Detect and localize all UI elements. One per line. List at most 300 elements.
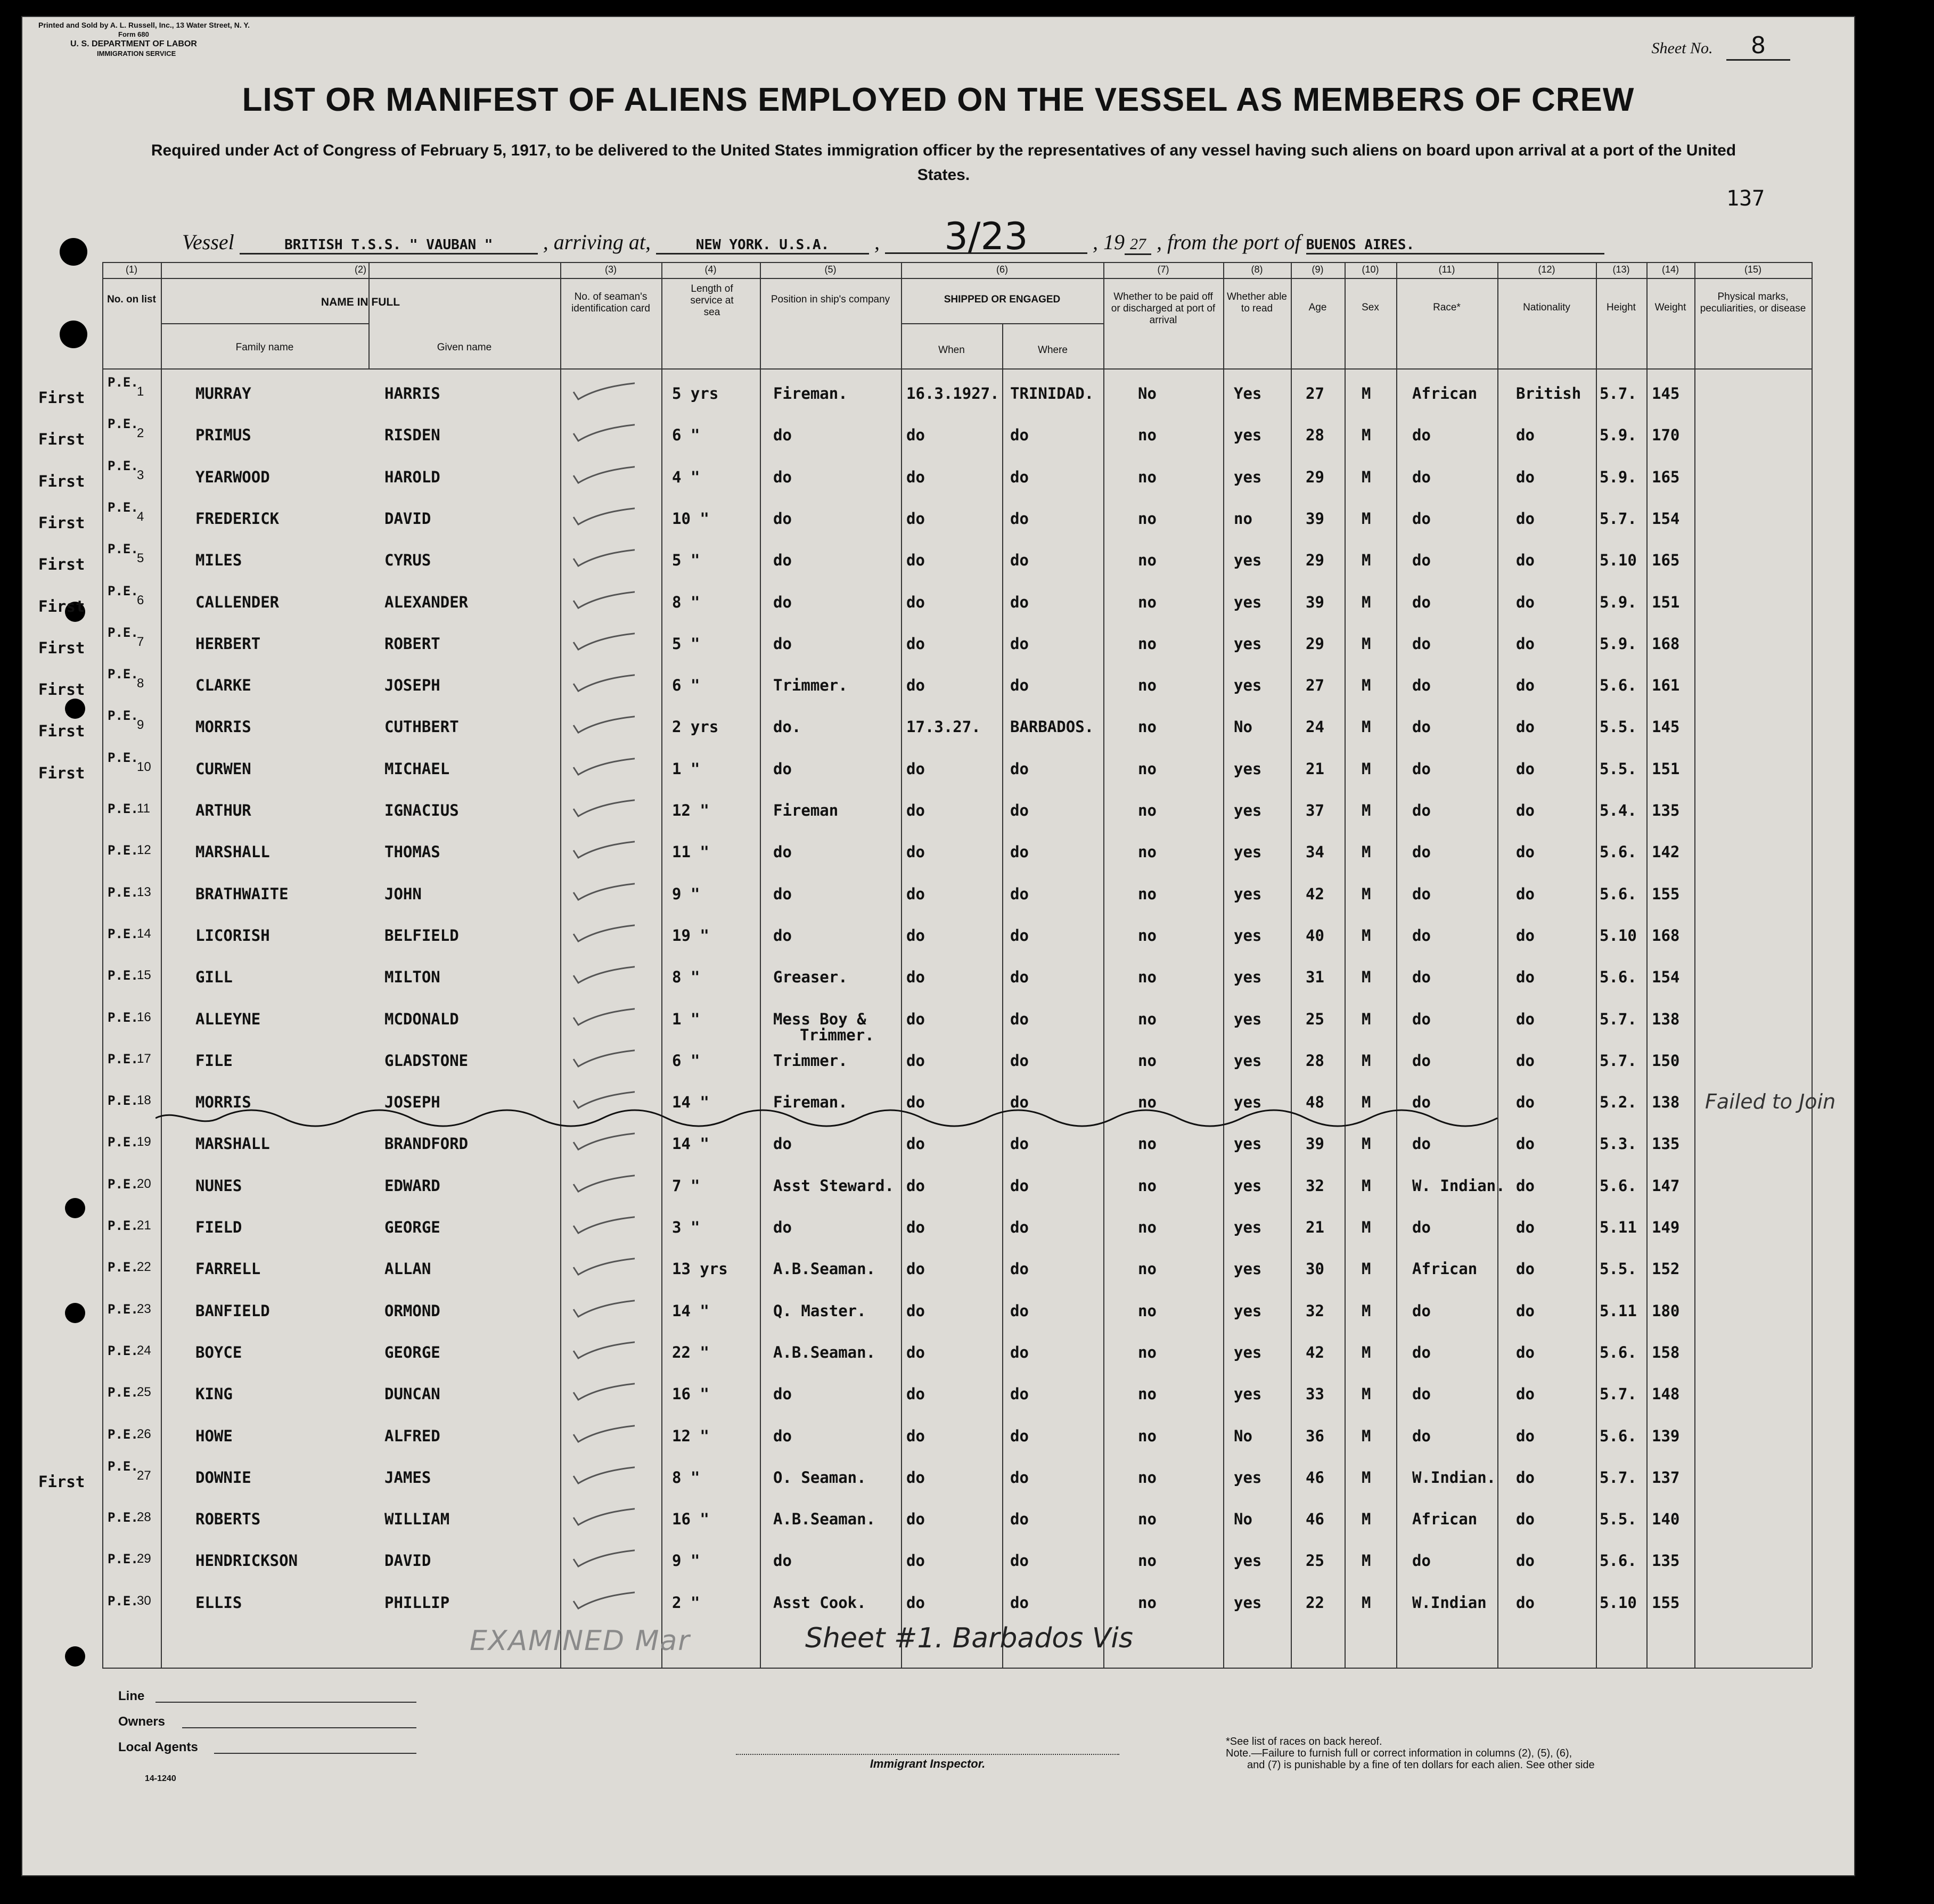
cell-given: THOMAS [384, 843, 440, 861]
row-class: First [38, 680, 85, 699]
cell-family: MARSHALL [195, 1135, 270, 1153]
cell-race: W. Indian. [1412, 1177, 1505, 1195]
cell-where: do [1010, 1343, 1029, 1361]
cell-given: CUTHBERT [384, 718, 459, 736]
cell-read: yes [1234, 1594, 1262, 1612]
cell-position: do [773, 885, 792, 903]
cell-height: 5.6. [1600, 676, 1637, 694]
cell-sex: M [1362, 1093, 1371, 1111]
row-pe-mark: P.E. [108, 968, 138, 983]
cell-race: do [1412, 1552, 1431, 1570]
row-pe-mark: P.E. [108, 625, 138, 640]
cell-nat: do [1516, 1218, 1535, 1236]
header-where: Where [1038, 344, 1068, 356]
cell-when: do [906, 801, 925, 819]
check-mark-icon [571, 797, 635, 818]
row-number: 15 [137, 968, 151, 982]
row-pe-mark: P.E. [108, 500, 138, 515]
cell-paid: no [1138, 1427, 1157, 1445]
row-pe-mark: P.E. [108, 708, 138, 723]
row-number: 7 [137, 635, 144, 649]
cell-race: do [1412, 1093, 1431, 1111]
footer-form-number: 14-1240 [145, 1774, 176, 1783]
check-mark-icon [571, 1172, 635, 1194]
column-number: (3) [605, 264, 617, 275]
cell-race: do [1412, 760, 1431, 778]
cell-when: do [906, 551, 925, 569]
cell-race: do [1412, 1135, 1431, 1153]
row-number: 20 [137, 1177, 151, 1191]
cell-when: do [906, 1302, 925, 1320]
cell-family: MORRIS [195, 718, 251, 736]
cell-read: yes [1234, 885, 1262, 903]
row-pe-mark: P.E. [108, 416, 138, 431]
row-pe-mark: P.E. [108, 1552, 138, 1566]
cell-nat: do [1516, 1177, 1535, 1195]
cell-nat: do [1516, 801, 1535, 819]
cell-race: do [1412, 676, 1431, 694]
cell-height: 5.7. [1600, 510, 1637, 528]
cell-service: 16 " [672, 1510, 709, 1528]
cell-height: 5.7. [1600, 384, 1637, 403]
cell-nat: do [1516, 1594, 1535, 1612]
cell-age: 46 [1306, 1510, 1324, 1528]
punch-hole [60, 321, 87, 348]
cell-where: do [1010, 635, 1029, 653]
cell-given: JOHN [384, 885, 422, 903]
header-family-name: Family name [235, 342, 294, 353]
cell-read: No [1234, 718, 1252, 736]
cell-position: A.B.Seaman. [773, 1343, 876, 1361]
column-number: (12) [1538, 264, 1555, 275]
cell-weight: 151 [1652, 760, 1680, 778]
cell-service: 12 " [672, 801, 709, 819]
row-pe-mark: P.E. [108, 843, 138, 858]
row-number: 8 [137, 676, 144, 691]
cell-read: yes [1234, 1260, 1262, 1278]
cell-race: do [1412, 1052, 1431, 1070]
row-pe-mark: P.E. [108, 1343, 138, 1358]
cell-weight: 161 [1652, 676, 1680, 694]
row-pe-mark: P.E. [108, 1385, 138, 1400]
cell-position: do [773, 926, 792, 945]
cell-nat: do [1516, 551, 1535, 569]
cell-read: yes [1234, 1468, 1262, 1487]
cell-age: 34 [1306, 843, 1324, 861]
cell-sex: M [1362, 1510, 1371, 1528]
cell-paid: no [1138, 801, 1157, 819]
cell-service: 12 " [672, 1427, 709, 1445]
cell-where: do [1010, 1010, 1029, 1028]
cell-read: yes [1234, 635, 1262, 653]
cell-when: do [906, 1135, 925, 1153]
arriving-label: , arriving at, [543, 230, 651, 254]
row-class: First [38, 389, 85, 407]
cell-given: ALLAN [384, 1260, 431, 1278]
cell-race: do [1412, 635, 1431, 653]
cell-height: 5.11 [1600, 1218, 1637, 1236]
cell-race: do [1412, 1343, 1431, 1361]
cell-nat: do [1516, 1427, 1535, 1445]
cell-race: do [1412, 426, 1431, 444]
cell-weight: 168 [1652, 635, 1680, 653]
cell-service: 6 " [672, 676, 700, 694]
cell-given: DAVID [384, 1552, 431, 1570]
cell-given: MCDONALD [384, 1010, 459, 1028]
cell-race: do [1412, 1302, 1431, 1320]
check-mark-icon [571, 1089, 635, 1110]
cell-paid: no [1138, 968, 1157, 986]
footnote-races: *See list of races on back hereof. [1226, 1736, 1382, 1747]
cell-sex: M [1362, 384, 1371, 403]
cell-service: 2 yrs [672, 718, 719, 736]
cell-position: Trimmer. [773, 1052, 848, 1070]
column-number: (2) [355, 264, 366, 275]
cell-read: yes [1234, 551, 1262, 569]
cell-sex: M [1362, 1343, 1371, 1361]
cell-sex: M [1362, 1427, 1371, 1445]
cell-family: FIELD [195, 1218, 242, 1236]
cell-service: 1 " [672, 1010, 700, 1028]
cell-nat: British [1516, 384, 1581, 403]
cell-race: do [1412, 1427, 1431, 1445]
cell-read: yes [1234, 968, 1262, 986]
cell-sex: M [1362, 1302, 1371, 1320]
column-number: (13) [1612, 264, 1630, 275]
check-mark-icon [571, 964, 635, 985]
cell-height: 5.9. [1600, 593, 1637, 611]
row-pe-mark: P.E. [108, 1427, 138, 1442]
row-number: 22 [137, 1260, 151, 1274]
cell-nat: do [1516, 885, 1535, 903]
cell-service: 4 " [672, 468, 700, 486]
cell-sex: M [1362, 760, 1371, 778]
cell-when: do [906, 1260, 925, 1278]
check-mark-icon [571, 505, 635, 527]
footer-owners-label: Owners [118, 1714, 166, 1729]
cell-sex: M [1362, 593, 1371, 611]
cell-family: NUNES [195, 1177, 242, 1195]
row-number: 3 [137, 468, 144, 482]
row-number: 25 [137, 1385, 151, 1399]
cell-height: 5.6. [1600, 1177, 1637, 1195]
cell-age: 29 [1306, 468, 1324, 486]
cell-race: do [1412, 926, 1431, 945]
cell-where: do [1010, 1510, 1029, 1528]
cell-age: 30 [1306, 1260, 1324, 1278]
cell-nat: do [1516, 926, 1535, 945]
cell-read: Yes [1234, 384, 1262, 403]
cell-race: do [1412, 1385, 1431, 1403]
cell-family: HOWE [195, 1427, 233, 1445]
check-mark-icon [571, 881, 635, 902]
from-port-label: , from the port of [1157, 230, 1301, 254]
cell-position: do [773, 1218, 792, 1236]
cell-paid: no [1138, 760, 1157, 778]
cell-position: O. Seaman. [773, 1468, 866, 1487]
cell-weight: 151 [1652, 593, 1680, 611]
cell-read: yes [1234, 1552, 1262, 1570]
cell-height: 5.10 [1600, 926, 1637, 945]
cell-family: HERBERT [195, 635, 261, 653]
cell-service: 8 " [672, 1468, 700, 1487]
row-class: First [38, 514, 85, 532]
row-pe-mark: P.E. [108, 885, 138, 900]
check-mark-icon [571, 380, 635, 401]
row-pe-mark: P.E. [108, 801, 138, 816]
footnote-penalty-2: and (7) is punishable by a fine of ten dollars for each alien. See other side [1247, 1759, 1595, 1771]
cell-when: do [906, 426, 925, 444]
cell-family: LICORISH [195, 926, 270, 945]
cell-age: 25 [1306, 1010, 1324, 1028]
cell-nat: do [1516, 968, 1535, 986]
row-pe-mark: P.E. [108, 1594, 138, 1608]
cell-given: RISDEN [384, 426, 440, 444]
cell-race: do [1412, 510, 1431, 528]
cell-weight: 165 [1652, 551, 1680, 569]
cell-read: yes [1234, 1010, 1262, 1028]
cell-when: do [906, 1052, 925, 1070]
year-prefix: , 19 [1093, 230, 1125, 254]
cell-where: do [1010, 1135, 1029, 1153]
cell-weight: 135 [1652, 1552, 1680, 1570]
cell-sex: M [1362, 1552, 1371, 1570]
check-mark-icon [571, 1214, 635, 1235]
cell-race: African [1412, 1260, 1478, 1278]
cell-family: DOWNIE [195, 1468, 251, 1487]
cell-sex: M [1362, 885, 1371, 903]
cell-given: HAROLD [384, 468, 440, 486]
cell-sex: M [1362, 926, 1371, 945]
cell-family: FREDERICK [195, 510, 280, 528]
row-number: 12 [137, 843, 151, 857]
cell-position: do [773, 593, 792, 611]
cell-where: do [1010, 593, 1029, 611]
row-pe-mark: P.E. [108, 1218, 138, 1233]
cell-height: 5.6. [1600, 885, 1637, 903]
row-number: 28 [137, 1510, 151, 1524]
row-number: 9 [137, 718, 144, 732]
cell-when: do [906, 1468, 925, 1487]
cell-read: yes [1234, 843, 1262, 861]
check-mark-icon [571, 422, 635, 443]
cell-when: do [906, 843, 925, 861]
cell-age: 32 [1306, 1302, 1324, 1320]
cell-weight: 154 [1652, 968, 1680, 986]
cell-paid: no [1138, 1260, 1157, 1278]
cell-when: do [906, 635, 925, 653]
check-mark-icon [571, 1255, 635, 1277]
row-pe-mark: P.E. [108, 667, 138, 682]
cell-weight: 138 [1652, 1093, 1680, 1111]
cell-family: MARSHALL [195, 843, 270, 861]
header-position: Position in ship's company [771, 294, 890, 305]
cell-paid: no [1138, 1302, 1157, 1320]
check-mark-icon [571, 630, 635, 652]
cell-read: yes [1234, 1302, 1262, 1320]
check-mark-icon [571, 1339, 635, 1360]
cell-when: do [906, 676, 925, 694]
cell-age: 32 [1306, 1177, 1324, 1195]
cell-family: HENDRICKSON [195, 1552, 298, 1570]
cell-height: 5.7. [1600, 1010, 1637, 1028]
header-race: Race* [1433, 302, 1461, 313]
cell-nat: do [1516, 1552, 1535, 1570]
cell-service: 6 " [672, 426, 700, 444]
check-mark-icon [571, 1506, 635, 1527]
cell-paid: no [1138, 718, 1157, 736]
cell-position: do [773, 551, 792, 569]
check-mark-icon [571, 1381, 635, 1402]
cell-race: W.Indian. [1412, 1468, 1496, 1487]
row-number: 29 [137, 1552, 151, 1566]
cell-service: 2 " [672, 1594, 700, 1612]
cell-sex: M [1362, 1468, 1371, 1487]
cell-when: 16.3.1927. [906, 384, 999, 403]
cell-given: JOSEPH [384, 1093, 440, 1111]
cell-position: Greaser. [773, 968, 848, 986]
row-number: 24 [137, 1343, 151, 1358]
cell-position: Asst Steward. [773, 1177, 894, 1195]
cell-service: 5 yrs [672, 384, 719, 403]
cell-read: yes [1234, 593, 1262, 611]
cell-family: PRIMUS [195, 426, 251, 444]
cell-family: CURWEN [195, 760, 251, 778]
cell-where: do [1010, 1218, 1029, 1236]
cell-height: 5.11 [1600, 1302, 1637, 1320]
cell-position: Asst Cook. [773, 1594, 866, 1612]
cell-given: ROBERT [384, 635, 440, 653]
cell-paid: No [1138, 384, 1157, 403]
cell-race: do [1412, 968, 1431, 986]
cell-family: ELLIS [195, 1594, 242, 1612]
cell-race: do [1412, 801, 1431, 819]
cell-where: do [1010, 885, 1029, 903]
cell-sex: M [1362, 635, 1371, 653]
header-when: When [938, 344, 965, 356]
cell-height: 5.10 [1600, 1594, 1637, 1612]
cell-service: 5 " [672, 635, 700, 653]
row-number: 19 [137, 1135, 151, 1149]
cell-age: 48 [1306, 1093, 1324, 1111]
cell-paid: no [1138, 593, 1157, 611]
examined-stamp: EXAMINED Mar [470, 1625, 691, 1657]
row-number: 11 [137, 801, 150, 816]
check-mark-icon [571, 713, 635, 735]
cell-sex: M [1362, 718, 1371, 736]
cell-race: do [1412, 468, 1431, 486]
cell-age: 33 [1306, 1385, 1324, 1403]
cell-sex: M [1362, 510, 1371, 528]
cell-read: yes [1234, 426, 1262, 444]
cell-sex: M [1362, 1385, 1371, 1403]
cell-height: 5.6. [1600, 1427, 1637, 1445]
cell-paid: no [1138, 1093, 1157, 1111]
check-mark-icon [571, 547, 635, 568]
cell-sex: M [1362, 468, 1371, 486]
cell-sex: M [1362, 426, 1371, 444]
column-number: (8) [1251, 264, 1263, 275]
column-number: (9) [1312, 264, 1324, 275]
header-id-card: No. of seaman's identification card [571, 291, 650, 314]
row-pe-mark: P.E. [108, 1459, 138, 1474]
cell-service: 1 " [672, 760, 700, 778]
departure-port: BUENOS AIRES. [1306, 237, 1604, 255]
cell-nat: do [1516, 1343, 1535, 1361]
punch-hole [65, 1646, 85, 1667]
cell-where: do [1010, 926, 1029, 945]
cell-race: do [1412, 885, 1431, 903]
cell-paid: no [1138, 1385, 1157, 1403]
cell-weight: 135 [1652, 1135, 1680, 1153]
cell-read: yes [1234, 1052, 1262, 1070]
cell-sex: M [1362, 1177, 1371, 1195]
cell-family: MORRIS [195, 1093, 251, 1111]
cell-when: do [906, 926, 925, 945]
cell-paid: no [1138, 1135, 1157, 1153]
column-number: (6) [996, 264, 1008, 275]
cell-nat: do [1516, 676, 1535, 694]
row-pe-mark: P.E. [108, 1052, 138, 1066]
cell-service: 3 " [672, 1218, 700, 1236]
cell-family: YEARWOOD [195, 468, 270, 486]
row-number: 14 [137, 926, 151, 941]
cell-family: MURRAY [195, 384, 251, 403]
cell-height: 5.9. [1600, 426, 1637, 444]
cell-read: No [1234, 1510, 1252, 1528]
cell-service: 9 " [672, 1552, 700, 1570]
cell-paid: no [1138, 885, 1157, 903]
cell-paid: no [1138, 510, 1157, 528]
service-name: IMMIGRATION SERVICE [97, 50, 176, 58]
column-number: (5) [824, 264, 837, 275]
row-number: 23 [137, 1302, 151, 1316]
cell-sex: M [1362, 1260, 1371, 1278]
cell-position: do [773, 426, 792, 444]
cell-given: DUNCAN [384, 1385, 440, 1403]
column-number: (11) [1438, 264, 1455, 275]
cell-when: do [906, 510, 925, 528]
cell-position: do [773, 468, 792, 486]
row-number: 5 [137, 551, 144, 565]
row-number: 30 [137, 1594, 151, 1608]
sheet-number-value: 8 [1726, 32, 1790, 61]
row-pe-mark: P.E. [108, 458, 138, 473]
cell-height: 5.7. [1600, 1052, 1637, 1070]
cell-weight: 170 [1652, 426, 1680, 444]
cell-age: 27 [1306, 384, 1324, 403]
check-mark-icon [571, 1423, 635, 1444]
cell-nat: do [1516, 593, 1535, 611]
arrival-port: NEW YORK. U.S.A. [656, 237, 869, 255]
cell-paid: no [1138, 635, 1157, 653]
cell-age: 40 [1306, 926, 1324, 945]
row-class: First [38, 430, 85, 448]
cell-service: 9 " [672, 885, 700, 903]
cell-position: do [773, 635, 792, 653]
header-nationality: Nationality [1523, 302, 1570, 313]
cell-where: do [1010, 843, 1029, 861]
cell-where: do [1010, 1385, 1029, 1403]
sheet-number-label: Sheet No. [1651, 39, 1713, 57]
cell-where: do [1010, 1468, 1029, 1487]
cell-where: do [1010, 801, 1029, 819]
cell-weight: 147 [1652, 1177, 1680, 1195]
header-height: Height [1607, 302, 1636, 313]
footer-line-label: Line [118, 1689, 145, 1703]
cell-paid: no [1138, 1594, 1157, 1612]
cell-where: do [1010, 676, 1029, 694]
